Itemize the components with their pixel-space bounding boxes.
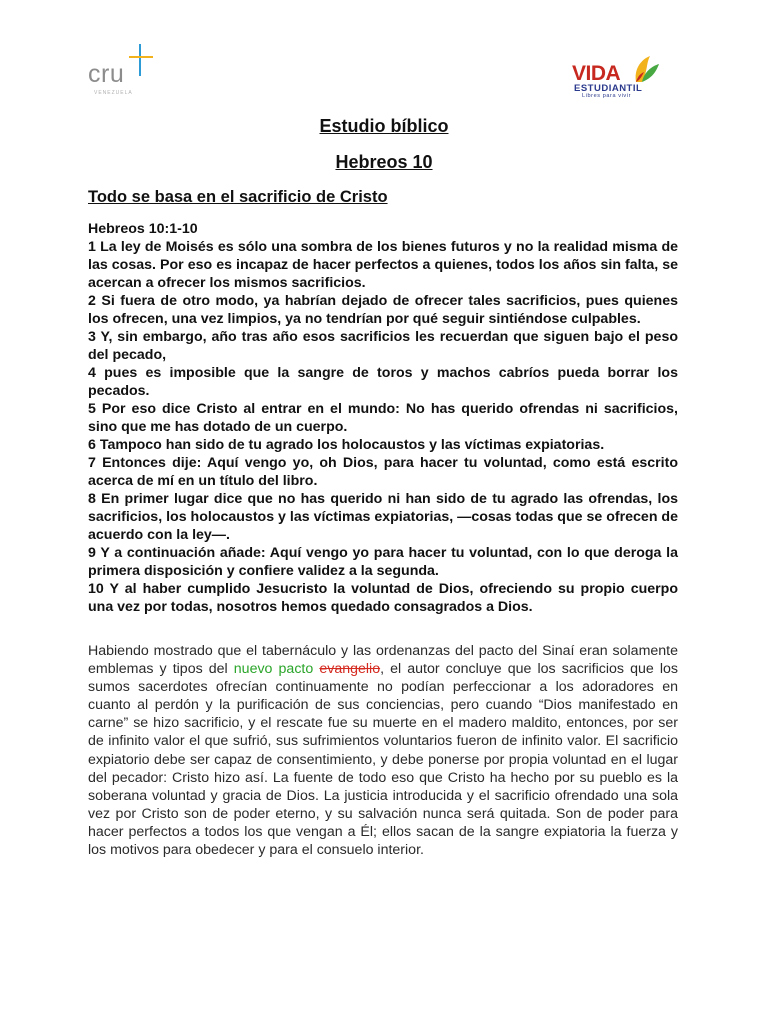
cru-logo [88, 44, 158, 96]
verse: 10 Y al haber cumplido Jesucristo la voluntad de Dios, ofreciendo su propio cuerpo una vez por todas, nosotros hemos quedado consagrados a Dios. [88, 581, 678, 615]
tracked-insertion: nuevo pacto [233, 661, 314, 678]
verse: 4 pues es imposible que la sangre de toros y machos cabríos pueda borrar los pecados. [88, 365, 678, 399]
commentary-text-start: Habiendo mostrado que el tabernáculo y las ordenanzas del pacto del Sinaí eran solamente emblemas y tipos del [88, 643, 678, 678]
scripture-passage [88, 220, 678, 616]
verse: 1 La ley de Moisés es sólo una sombra de los bienes futuros y no la realidad misma de las cosas. Por eso es incapaz de hacer perfectos a quienes, todos los años sin falta, se acercan a ofrecer los mismos sacrificios. [88, 239, 678, 291]
verse: 9 Y a continuación añade: Aquí vengo yo para hacer tu voluntad, con lo que deroga la primera disposición y confiere validez a la segunda. [88, 545, 678, 579]
passage-reference: Hebreos 10:1-10 [88, 221, 198, 237]
commentary-text-rest: , el autor concluye que los sacrificios que los sumos sacerdotes ofrecían continuamente no podían perfeccionar a los adoradores en cuanto al perdón y la purificación de sus conciencias, pero cuando “Dios manifestado en carne” se hizo sacrificio, y el rescate fue su muerte en el madero maldito, entonces, por ser de infinito valor el que sufrió, sus sufrimientos voluntarios fueron de infinito valor. El sacrificio expiatorio debe ser capaz de consentimiento, y debe ponerse por propia voluntad en el lugar del pecador: Cristo hizo así. La fuente de todo eso que Cristo ha hecho por su pueblo es la soberana voluntad y gracia de Dios. La justicia introducida y el sacrificio ofrendado una sola vez por Cristo son de poder eterno, y su salvación nunca será quitada. Son de poder para hacer perfectos a todos los que vengan a Él; ellos sacan de la sangre expiatoria la fuerza y los motivos para obedecer y para el consuelo interior. [88, 661, 678, 859]
vida-estudiantil-logo [570, 52, 670, 104]
verse: 8 En primer lugar dice que no has querido ni han sido de tu agrado las ofrendas, los sacrificios, los holocaustos y las víctimas expiatorias, —cosas todas que se ofrecen de acuerdo con la ley—. [88, 491, 678, 543]
vida-logo-tagline: Libres para vivir [582, 93, 632, 99]
verse: 5 Por eso dice Cristo al entrar en el mundo: No has querido ofrendas ni sacrificios, sino que me has dotado de un cuerpo. [88, 401, 678, 435]
cru-logo-word: cru [88, 60, 125, 88]
commentary-paragraph [88, 642, 678, 859]
tracked-deletion: evangelio [319, 661, 381, 678]
cross-icon [126, 44, 156, 78]
document-title: Estudio bíblico [319, 116, 449, 136]
vida-logo-estudiantil: ESTUDIANTIL [574, 83, 643, 94]
document-subtitle: Hebreos 10 [335, 152, 433, 172]
section-heading: Todo se basa en el sacrificio de Cristo [88, 188, 388, 206]
vida-logo-word: VIDA [572, 62, 621, 85]
cru-logo-subtitle: VENEZUELA [94, 90, 133, 96]
verse: 3 Y, sin embargo, año tras año esos sacrificios les recuerdan que siguen bajo el peso del pecado, [88, 329, 678, 363]
verse: 7 Entonces dije: Aquí vengo yo, oh Dios, para hacer tu voluntad, como está escrito acerca de mí en un título del libro. [88, 455, 678, 489]
verse: 6 Tampoco han sido de tu agrado los holocaustos y las víctimas expiatorias. [88, 437, 605, 453]
verse: 2 Si fuera de otro modo, ya habrían dejado de ofrecer tales sacrificios, pues quienes los ofrecen, una vez limpios, ya no tendrían por qué seguir sintiéndose culpables. [88, 293, 678, 327]
